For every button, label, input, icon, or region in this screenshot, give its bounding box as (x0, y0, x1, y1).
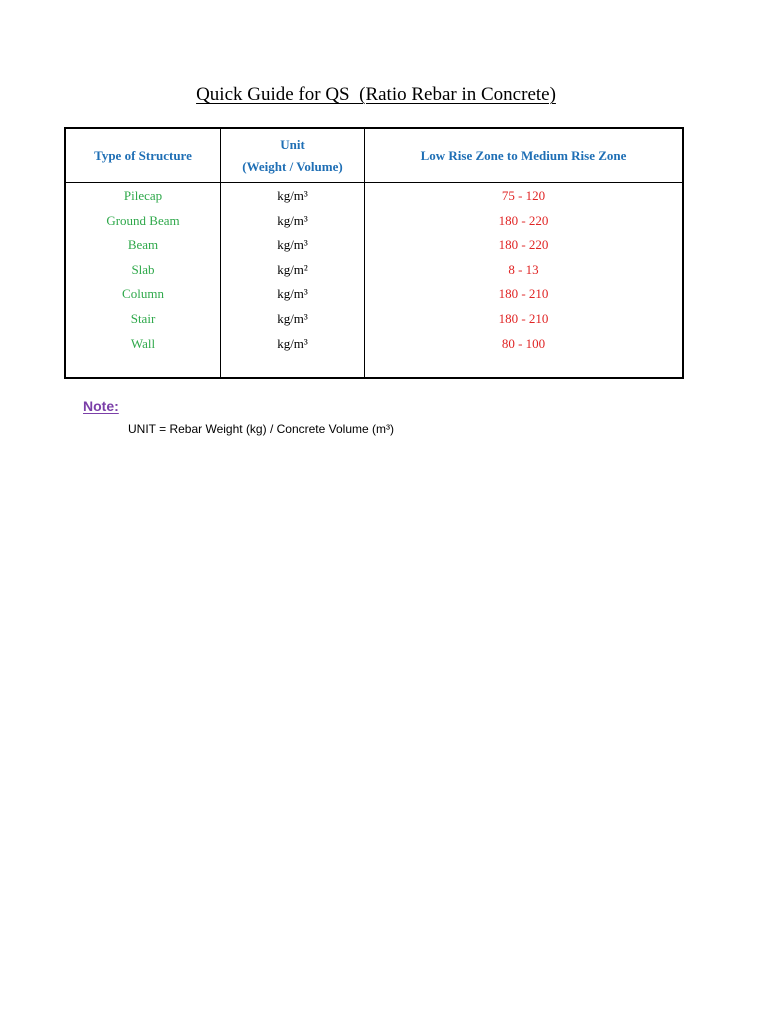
table-body (66, 184, 682, 356)
structure-cell: Wall (130, 335, 156, 351)
header-zone (365, 129, 682, 182)
ratio-cell: 180 - 220 (498, 237, 549, 253)
ratio-cell: 180 - 210 (498, 310, 549, 326)
header-divider (66, 182, 682, 183)
header-type-of-structure (66, 129, 220, 182)
unit-cell: kg/m³ (277, 212, 308, 228)
rebar-ratio-table (64, 127, 684, 379)
table-row (66, 282, 682, 307)
unit-cell: kg/m³ (277, 310, 308, 326)
header-type-of-structure-label: Type of Structure (94, 147, 192, 163)
header-unit (221, 129, 364, 182)
document-title: Quick Guide for QS (Ratio Rebar in Concrete) (196, 84, 556, 105)
structure-cell: Slab (131, 261, 155, 277)
structure-cell: Stair (130, 310, 156, 326)
ratio-cell: 180 - 220 (498, 212, 549, 228)
structure-cell: Beam (127, 237, 159, 253)
note-label: Note: (83, 398, 119, 414)
structure-cell: Pilecap (123, 188, 163, 203)
unit-cell: kg/m³ (277, 286, 308, 302)
header-unit-label: Unit (280, 136, 305, 152)
ratio-cell: 75 - 120 (501, 188, 546, 203)
note-text: UNIT = Rebar Weight (kg) / Concrete Volume (m³) (128, 422, 394, 436)
structure-cell: Ground Beam (106, 212, 180, 228)
table-row (66, 307, 682, 332)
table-row (66, 233, 682, 258)
ratio-cell: 180 - 210 (498, 286, 549, 302)
ratio-cell: 8 - 13 (508, 261, 539, 277)
table-row (66, 209, 682, 234)
unit-cell: kg/m³ (277, 237, 308, 253)
unit-cell: kg/m² (277, 261, 308, 277)
table-row (66, 184, 682, 209)
table-row (66, 258, 682, 283)
header-zone-label: Low Rise Zone to Medium Rise Zone (420, 147, 627, 163)
unit-cell: kg/m³ (277, 335, 308, 351)
ratio-cell: 80 - 100 (501, 335, 546, 351)
unit-cell: kg/m³ (277, 188, 308, 203)
structure-cell: Column (122, 286, 164, 302)
header-unit-sublabel: (Weight / Volume) (242, 158, 343, 174)
table-row (66, 332, 682, 357)
